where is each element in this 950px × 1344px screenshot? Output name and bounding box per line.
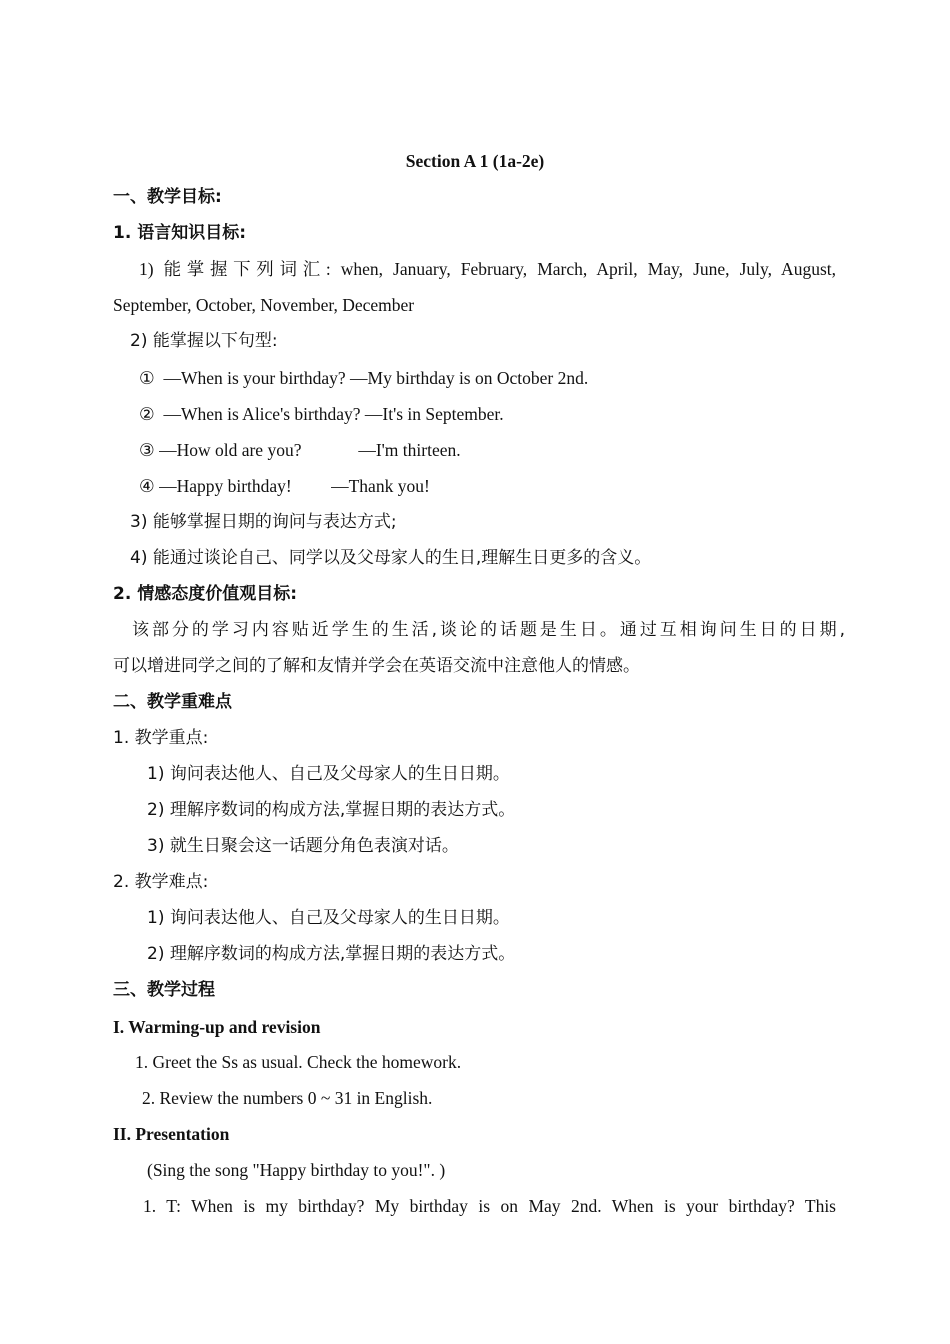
difficulty-item: 2) 理解序数词的构成方法,掌握日期的表达方式。 — [147, 944, 516, 964]
pattern-item: ② —When is Alice's birthday? —It's in September. — [139, 404, 504, 424]
vocab-line-2: September, October, November, December — [113, 295, 415, 315]
page-title: Section A 1 (1a-2e) — [405, 151, 545, 171]
goal-item-3: 3) 能够掌握日期的询问与表达方式; — [130, 512, 397, 532]
goal-item-4: 4) 能通过谈论自己、同学以及父母家人的生日,理解生日更多的含义。 — [130, 548, 652, 568]
pattern-item: ① —When is your birthday? —My birthday is on October 2nd. — [139, 368, 589, 388]
section-heading-process: 三、教学过程 — [113, 980, 215, 1000]
focus-item: 1) 询问表达他人、自己及父母家人的生日日期。 — [147, 764, 510, 784]
section-heading-goals: 一、教学目标: — [113, 187, 222, 207]
focus-item: 3) 就生日聚会这一话题分角色表演对话。 — [147, 836, 459, 856]
difficulty-item: 1) 询问表达他人、自己及父母家人的生日日期。 — [147, 908, 510, 928]
presentation-step-1: 1. T: When is my birthday? My birthday is on May 2nd. When is your birthday? This — [143, 1196, 836, 1216]
section-heading-key-points: 二、教学重难点 — [113, 692, 232, 712]
focus-item: 2) 理解序数词的构成方法,掌握日期的表达方式。 — [147, 800, 516, 820]
song-note: (Sing the song "Happy birthday to you!". ) — [147, 1160, 446, 1180]
warmup-item: 1. Greet the Ss as usual. Check the homework. — [135, 1052, 462, 1072]
subheading-presentation: II. Presentation — [113, 1124, 230, 1144]
subheading-focus: 1. 教学重点: — [113, 728, 209, 748]
subheading-warmup: I. Warming-up and revision — [113, 1017, 321, 1037]
subheading-difficulty: 2. 教学难点: — [113, 872, 209, 892]
patterns-intro: 2) 能掌握以下句型: — [130, 331, 278, 351]
pattern-item: ④ —Happy birthday! —Thank you! — [139, 476, 430, 496]
pattern-item: ③ —How old are you? —I'm thirteen. — [139, 440, 461, 460]
vocab-line-1: 1) 能掌握下列词汇: when, January, February, March, April, May, June, July, August, — [139, 259, 836, 279]
subheading-knowledge-goals: 1. 语言知识目标: — [113, 223, 247, 243]
emotion-paragraph-line-2: 可以增进同学之间的了解和友情并学会在英语交流中注意他人的情感。 — [113, 656, 640, 676]
subheading-emotion-goals: 2. 情感态度价值观目标: — [113, 584, 298, 604]
warmup-item: 2. Review the numbers 0 ~ 31 in English. — [142, 1088, 433, 1108]
emotion-paragraph-line-1: 该部分的学习内容贴近学生的生活,谈论的话题是生日。通过互相询问生日的日期, — [132, 620, 845, 640]
